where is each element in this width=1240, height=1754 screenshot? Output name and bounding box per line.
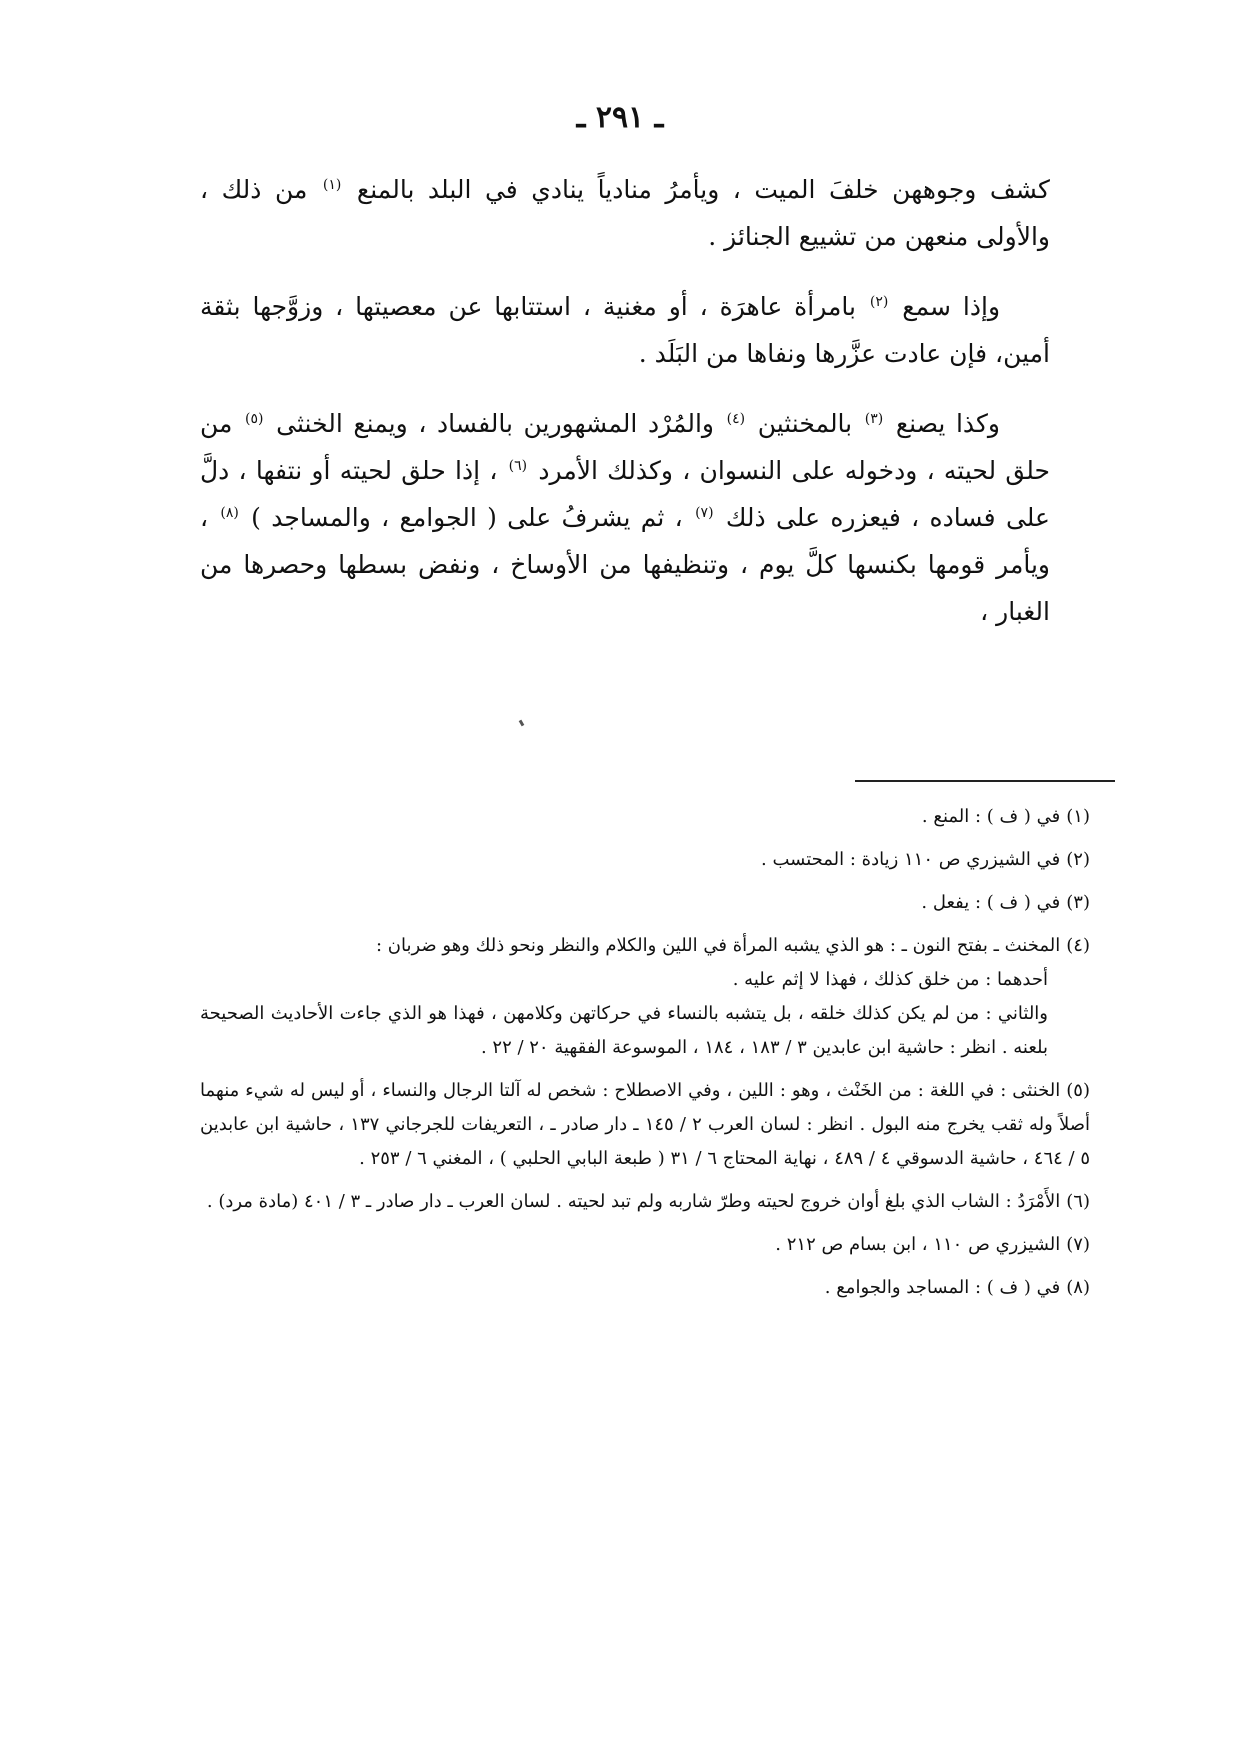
text-run: من ذلك ، والأولى منعهن من تشييع الجنائز . (200, 175, 1050, 251)
text-run: كشف وجوههن خلفَ الميت ، ويأمرُ منادياً ينادي في البلد بالمنع (356, 175, 1050, 204)
stray-ink-mark (519, 720, 525, 727)
footnote-ref-4: (٤) (726, 410, 746, 427)
paragraph-1 (200, 166, 1050, 260)
footnote-continuation: والثاني : من لم يكن كذلك خلقه ، بل يتشبه بالنساء في حركاتهن وكلامهن ، فهذا هو الذي جاءت الأحاديث الصحيحة بلعنه . انظر : حاشية ابن عابدين ٣ / ١٨٣ ، ١٨٤ ، الموسوعة الفقهية ٢٠ / ٢٢ . (200, 1003, 1048, 1058)
text-run: بالمخنثين (757, 409, 853, 438)
footnote-separator (855, 780, 1115, 782)
text-run: من حلق لحيته ، ودخوله على النسوان ، وكذلك الأمرد (200, 409, 1050, 485)
footnote-ref-2: (٢) (869, 293, 889, 310)
footnote-number: (١) (1066, 806, 1090, 827)
footnote-5 (200, 1074, 1090, 1176)
page-number: ـ ٢٩١ ـ (576, 100, 664, 135)
footnotes (200, 800, 1090, 1314)
footnote-number: (٥) (1066, 1080, 1090, 1101)
footnote-text: في ( ف ) : يفعل . (921, 892, 1061, 913)
footnote-8 (200, 1271, 1090, 1305)
footnote-7 (200, 1228, 1090, 1262)
footnote-text: الأَمْرَدُ : الشاب الذي بلغ أوان خروج لحيته وطرّ شاربه ولم تبد لحيته . لسان العرب ـ دار صادر ـ ٣ / ٤٠١ (مادة مرد) . (206, 1191, 1061, 1212)
footnote-1 (200, 800, 1090, 834)
footnote-ref-1: (١) (322, 176, 342, 193)
footnote-number: (٧) (1066, 1234, 1090, 1255)
text-run: ، ثم يشرفُ على ( الجوامع ، والمساجد ) (251, 503, 683, 532)
footnote-4 (200, 929, 1090, 1065)
footnote-number: (٢) (1066, 849, 1090, 870)
footnote-3 (200, 886, 1090, 920)
text-run: وكذا يصنع (895, 409, 1001, 438)
footnote-number: (٣) (1066, 892, 1090, 913)
text-run: ، ويأمر قومها بكنسها كلَّ يوم ، وتنظيفها من الأوساخ ، ونفض بسطها وحصرها من الغبار ، (200, 503, 1050, 626)
footnote-6 (200, 1185, 1090, 1219)
footnote-text: الخنثى : في اللغة : من الخَنْث ، وهو : اللين ، وفي الاصطلاح : شخص له آلتا الرجال والنساء ، أو ليس له شيء منهما أصلاً وله ثقب يخرج منه البول . انظر : لسان العرب ٢ / ١٤٥ ـ دار صادر ـ ، التعريفات للجرجاني ١٣٧ ، حاشية ابن عابدين ٥ / ٤٦٤ ، حاشية الدسوقي ٤ / ٤٨٩ ، نهاية المحتاج ٦ / ٣١ ( طبعة البابي الحلبي ) ، المغني ٦ / ٢٥٣ . (200, 1080, 1090, 1169)
footnote-number: (٤) (1066, 935, 1090, 956)
text-run: والمُرْد المشهورين بالفساد ، ويمنع الخنثى (276, 409, 714, 438)
footnote-ref-6: (٦) (508, 457, 528, 474)
footnote-continuation: أحدهما : من خلق كذلك ، فهذا لا إثم عليه . (732, 969, 1048, 990)
footnote-number: (٨) (1066, 1277, 1090, 1298)
footnote-ref-7: (٧) (695, 504, 714, 521)
footnote-number: (٦) (1066, 1191, 1090, 1212)
main-text (200, 166, 1050, 658)
footnote-text: الشيزري ص ١١٠ ، ابن بسام ص ٢١٢ . (775, 1234, 1061, 1255)
footnote-text: في ( ف ) : المساجد والجوامع . (824, 1277, 1061, 1298)
paragraph-3 (200, 400, 1050, 635)
paragraph-2 (200, 283, 1050, 377)
text-run: ، إذا حلق لحيته أو نتفها ، دلَّ على فساده ، فيعزره على ذلك (200, 456, 1050, 532)
footnote-2 (200, 843, 1090, 877)
footnote-text: في ( ف ) : المنع . (921, 806, 1061, 827)
footnote-text: في الشيزري ص ١١٠ زيادة : المحتسب . (761, 849, 1061, 870)
text-run: بامرأة عاهرَة ، أو مغنية ، استتابها عن معصيتها ، وزوَّجها بثقة أمين، فإن عادت عزَّرها ونفاها من البَلَد . (200, 292, 1050, 368)
text-run: وإذا سمع (902, 292, 1001, 321)
footnote-ref-8: (٨) (220, 504, 239, 521)
footnote-ref-3: (٣) (864, 410, 884, 427)
footnote-ref-5: (٥) (245, 410, 264, 427)
footnote-text: المخنث ـ بفتح النون ـ : هو الذي يشبه المرأة في اللين والكلام والنظر ونحو ذلك وهو ضربان : (375, 935, 1061, 956)
